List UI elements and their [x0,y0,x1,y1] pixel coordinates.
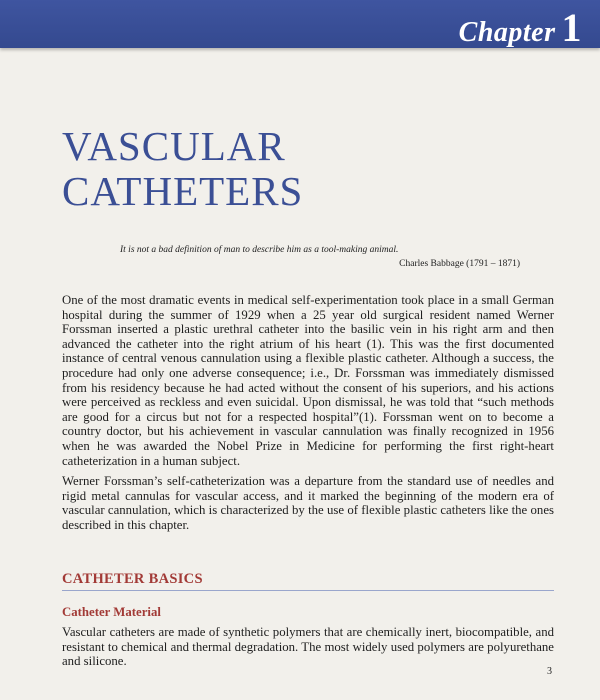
epigraph-author: Charles Babbage (1791 – 1871) [399,259,520,269]
epigraph [120,243,520,271]
section-heading: CATHETER BASICS [62,571,203,587]
subsection-paragraph: Vascular catheters are made of synthetic polymers that are chemically inert, biocompatible, and resistant to chemical and thermal degradation. The most widely used polymers are polyurethane and silicone. [62,625,554,669]
subsection-heading: Catheter Material [62,605,161,619]
paragraph: Werner Forssman’s self-catheterization was a departure from the standard use of needles and rigid metal cannulas for vascular access, and it marked the beginning of the modern era of vascular cannulation, which is characterized by the use of flexible plastic catheters like the ones described in this chapter. [62,474,554,532]
chapter-title-line-1: VASCULAR [62,123,286,169]
chapter-header-bar [0,0,600,48]
chapter-label [459,4,582,51]
chapter-word: Chapter [458,17,556,48]
intro-text [62,293,554,539]
chapter-title [62,124,303,214]
section-divider [62,590,554,591]
chapter-number: 1 [561,5,582,50]
epigraph-quote: It is not a bad definition of man to describe him as a tool-making animal. [120,245,399,255]
page-number: 3 [547,666,552,677]
chapter-title-line-2: CATHETERS [62,168,304,214]
paragraph: One of the most dramatic events in medical self-experimentation took place in a small German hospital during the summer of 1929 when a 25 year old surgical resident named Werner Forssman inserted a plastic urethral catheter into the basilic vein in his right arm and then advanced the catheter into the right atrium of his heart (1). This was the first documented instance of central venous cannulation using a flexible plastic catheter. Although a success, the procedure had only one adverse consequence; i.e., Dr. Forssman was immediately dismissed from his residency because he had acted without the consent of his superiors, and his actions were perceived as reckless and even suicidal. Upon dismissal, he was told that “such methods are good for a circus but not for a respected hospital”(1). Forssman went on to become a country doctor, but his achievement in vascular cannulation was finally recognized in 1956 when he was awarded the Nobel Prize in Medicine for performing the first right-heart catheterization in a human subject. [62,293,554,468]
